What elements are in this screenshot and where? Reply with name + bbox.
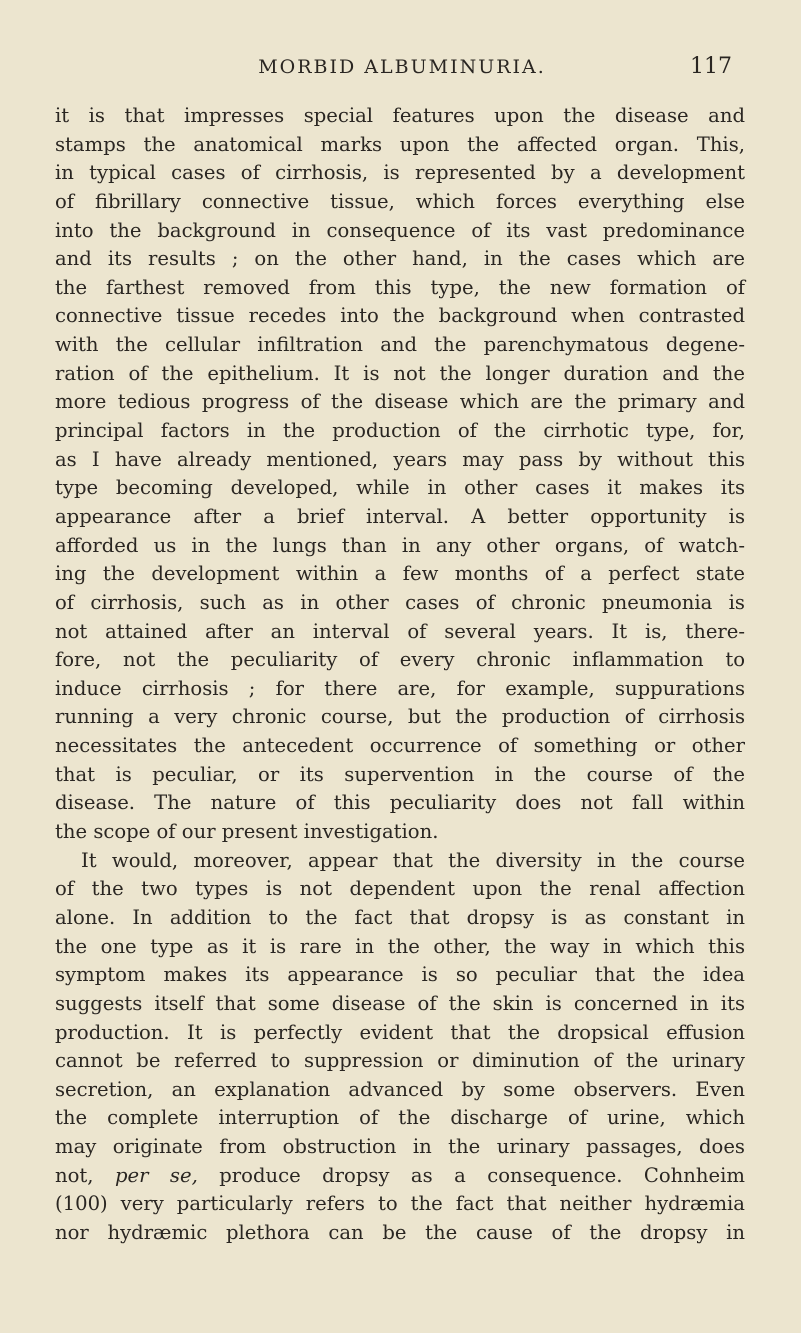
text-line: suggests itself that some disease of the skin is concerned in its: [55, 991, 745, 1015]
text-line: ing the development within a few months of a perfect state: [55, 562, 745, 586]
text-line: necessitates the antecedent occurrence of something or other: [55, 734, 745, 758]
text-line: of cirrhosis, such as in other cases of chronic pneumonia is: [55, 590, 745, 614]
text-line: stamps the anatomical marks upon the affected organ. This,: [55, 132, 745, 156]
text-line: principal factors in the production of the cirrhotic type, for,: [55, 419, 745, 443]
text-line: cannot be referred to suppression or diminution of the urinary: [55, 1049, 745, 1073]
text-line: symptom makes its appearance is so peculiar that the idea: [55, 963, 745, 987]
text-line: production. It is perfectly evident that the dropsical effusion: [55, 1020, 745, 1044]
text-line: that is peculiar, or its supervention in the course of the: [55, 762, 745, 786]
text-line: (100) very particularly refers to the fact that neither hydræmia: [55, 1192, 745, 1216]
text-line: not attained after an interval of several years. It is, there-: [55, 619, 745, 643]
text-line: afforded us in the lungs than in any other organs, of watch-: [55, 533, 745, 557]
text-line: the complete interruption of the discharge of urine, which: [55, 1106, 745, 1130]
text-line: the one type as it is rare in the other, the way in which this: [55, 934, 745, 958]
text-line: and its results ; on the other hand, in the cases which are: [55, 247, 745, 271]
running-head: [72, 50, 732, 84]
text-line: disease. The nature of this peculiarity does not fall within: [55, 791, 745, 815]
text-line: into the background in consequence of its vast predominance: [55, 218, 745, 242]
text-line: more tedious progress of the disease which are the primary and: [55, 390, 745, 414]
text-line: as I have already mentioned, years may pass by without this: [55, 447, 745, 471]
text-line: may originate from obstruction in the urinary passages, does: [55, 1135, 745, 1159]
text-line: fore, not the peculiarity of every chronic inflammation to: [55, 648, 745, 672]
text-line: ration of the epithelium. It is not the longer duration and the: [55, 361, 745, 385]
text-line: of fibrillary connective tissue, which forces everything else: [55, 189, 745, 213]
text-line: type becoming developed, while in other cases it makes its: [55, 476, 745, 500]
text-segment: produce dropsy as a consequence. Cohnheim: [197, 1163, 745, 1187]
italic-latin-phrase: per se,: [114, 1163, 198, 1187]
paragraph-start-line: It would, moreover, appear that the diversity in the course: [81, 848, 745, 872]
text-line: appearance after a brief interval. A better opportunity is: [55, 504, 745, 528]
running-title: MORBID ALBUMINURIA.: [258, 56, 546, 78]
text-line: induce cirrhosis ; for there are, for example, suppurations: [55, 676, 745, 700]
text-line: running a very chronic course, but the production of cirrhosis: [55, 705, 745, 729]
text-line: alone. In addition to the fact that dropsy is as constant in: [55, 905, 745, 929]
text-line: secretion, an explanation advanced by some observers. Even: [55, 1077, 745, 1101]
text-line: of the two types is not dependent upon the renal affection: [55, 877, 745, 901]
text-line: the farthest removed from this type, the new formation of: [55, 275, 745, 299]
text-line: nor hydræmic plethora can be the cause of the dropsy in: [55, 1220, 745, 1244]
text-line: connective tissue recedes into the background when contrasted: [55, 304, 745, 328]
text-line: it is that impresses special features upon the disease and: [55, 104, 745, 127]
paragraph-end-line: the scope of our present investigation.: [55, 820, 439, 844]
text-line: with the cellular infiltration and the parenchymatous degene-: [55, 333, 745, 357]
text-line: [55, 1162, 745, 1191]
text-segment: not,: [55, 1163, 115, 1187]
body-text: [55, 102, 745, 1248]
page-number: 117: [690, 54, 732, 79]
text-line: in typical cases of cirrhosis, is represented by a development: [55, 161, 745, 185]
